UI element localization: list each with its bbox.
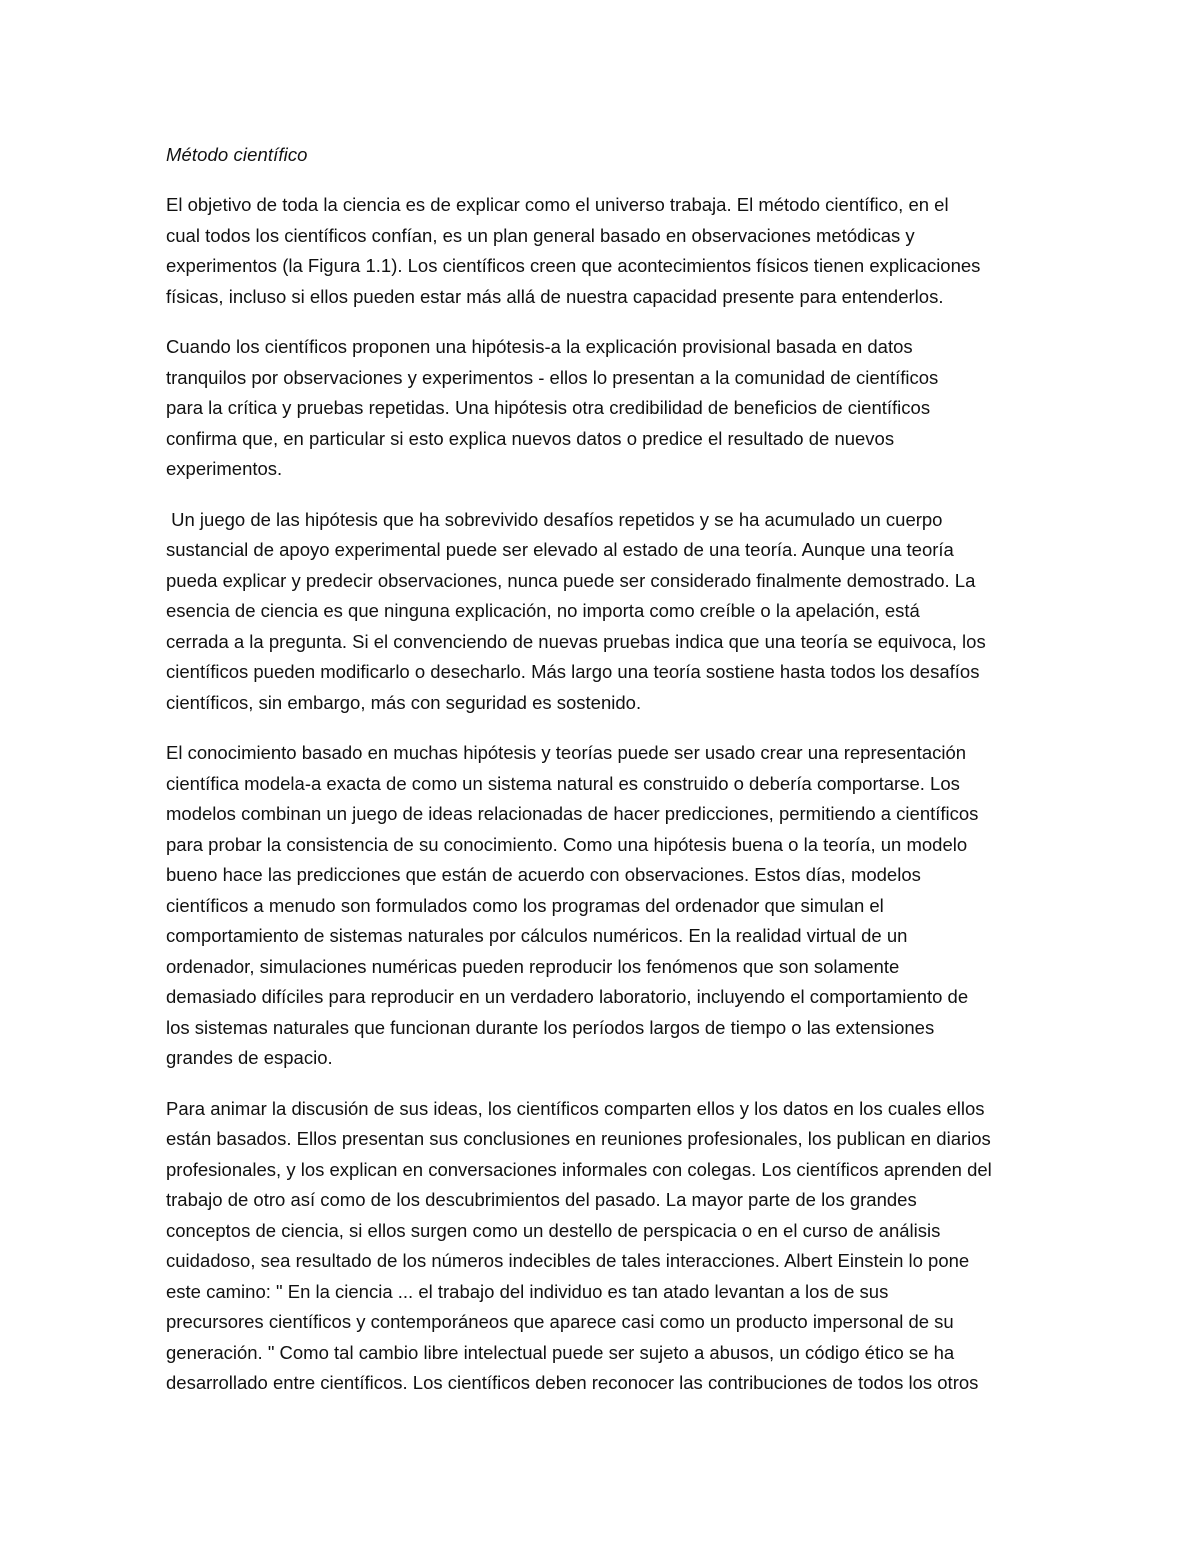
paragraph-line: sustancial de apoyo experimental puede ser elevado al estado de una teoría. Aunque una teoría — [166, 539, 954, 560]
paragraph-line: los sistemas naturales que funcionan durante los períodos largos de tiempo o las extensiones — [166, 1016, 935, 1038]
document-page — [166, 140, 1046, 1419]
paragraph-line: para probar la consistencia de su conocimiento. Como una hipótesis buena o la teoría, un modelo — [166, 833, 968, 855]
paragraph-line: esencia de ciencia es que ninguna explicación, no importa como creíble o la apelación, está — [166, 600, 920, 621]
paragraph-line: grandes de espacio. — [166, 1047, 333, 1068]
paragraph-line: pueda explicar y predecir observaciones, nunca puede ser considerado finalmente demostrado. La — [166, 569, 976, 591]
paragraph-2 — [166, 332, 1046, 485]
paragraph-line: Cuando los científicos proponen una hipótesis-a la explicación provisional basada en datos — [166, 336, 913, 357]
paragraph-3 — [166, 505, 1046, 719]
paragraph-line: Para animar la discusión de sus ideas, los científicos comparten ellos y los datos en los cuales ellos — [166, 1097, 985, 1119]
paragraph-line: científicos a menudo son formulados como los programas del ordenador que simulan el — [166, 894, 884, 916]
paragraph-line: físicas, incluso si ellos pueden estar más allá de nuestra capacidad presente para entenderlos. — [166, 285, 944, 307]
paragraph-line: generación. " Como tal cambio libre intelectual puede ser sujeto a abusos, un código ético se ha — [166, 1341, 955, 1363]
paragraph-line: desarrollado entre científicos. Los científicos deben reconocer las contribuciones de todos los otros — [166, 1372, 979, 1393]
paragraph-5 — [166, 1094, 1046, 1399]
paragraph-line: ordenador, simulaciones numéricas pueden reproducir los fenómenos que son solamente — [166, 955, 900, 977]
paragraph-line: experimentos. — [166, 458, 283, 479]
document-title: Método científico — [166, 144, 308, 165]
paragraph-line: están basados. Ellos presentan sus conclusiones en reuniones profesionales, los publican en diarios — [166, 1128, 991, 1149]
paragraph-line: conceptos de ciencia, si ellos surgen como un destello de perspicacia o en el curso de análisis — [166, 1219, 941, 1241]
paragraph-4 — [166, 738, 1046, 1074]
paragraph-1 — [166, 190, 1046, 312]
paragraph-line: científicos pueden modificarlo o desecharlo. Más largo una teoría sostiene hasta todos los desafíos — [166, 661, 980, 682]
paragraph-line: comportamiento de sistemas naturales por cálculos numéricos. En la realidad virtual de un — [166, 925, 908, 946]
paragraph-line: tranquilos por observaciones y experimentos - ellos lo presentan a la comunidad de científicos — [166, 366, 939, 388]
paragraph-line: El objetivo de toda la ciencia es de explicar como el universo trabaja. El método científico, en el — [166, 194, 949, 215]
paragraph-line: experimentos (la Figura 1.1). Los científicos creen que acontecimientos físicos tienen explicaciones — [166, 255, 981, 276]
paragraph-line: cual todos los científicos confían, es un plan general basado en observaciones metódicas y — [166, 224, 915, 246]
paragraph-line: científicos, sin embargo, más con seguridad es sostenido. — [166, 691, 642, 713]
paragraph-line: precursores científicos y contemporáneos que aparece casi como un producto impersonal de su — [166, 1311, 954, 1332]
document-body — [166, 190, 1046, 1399]
paragraph-line: científica modela-a exacta de como un sistema natural es construido o debería comportarse. Los — [166, 772, 960, 794]
paragraph-line: El conocimiento basado en muchas hipótesis y teorías puede ser usado crear una representación — [166, 742, 967, 763]
paragraph-line: confirma que, en particular si esto explica nuevos datos o predice el resultado de nuevos — [166, 427, 895, 449]
paragraph-line: modelos combinan un juego de ideas relacionadas de hacer predicciones, permitiendo a científicos — [166, 803, 979, 824]
paragraph-line: bueno hace las predicciones que están de acuerdo con observaciones. Estos días, modelos — [166, 864, 921, 885]
paragraph-line: profesionales, y los explican en conversaciones informales con colegas. Los científicos aprenden del — [166, 1158, 992, 1180]
paragraph-line: Un juego de las hipótesis que ha sobrevivido desafíos repetidos y se ha acumulado un cuerpo — [166, 508, 943, 530]
paragraph-line: trabajo de otro así como de los descubrimientos del pasado. La mayor parte de los grandes — [166, 1189, 917, 1210]
paragraph-line: cuidadoso, sea resultado de los números indecibles de tales interacciones. Albert Einstein lo pone — [166, 1250, 970, 1271]
paragraph-line: este camino: " En la ciencia ... el trabajo del individuo es tan atado levantan a los de sus — [166, 1280, 889, 1302]
paragraph-line: para la crítica y pruebas repetidas. Una hipótesis otra credibilidad de beneficios de científicos — [166, 397, 931, 418]
paragraph-line: cerrada a la pregunta. Si el convenciendo de nuevas pruebas indica que una teoría se equivoca, los — [166, 630, 986, 652]
paragraph-line: demasiado difíciles para reproducir en un verdadero laboratorio, incluyendo el comportamiento de — [166, 986, 969, 1007]
